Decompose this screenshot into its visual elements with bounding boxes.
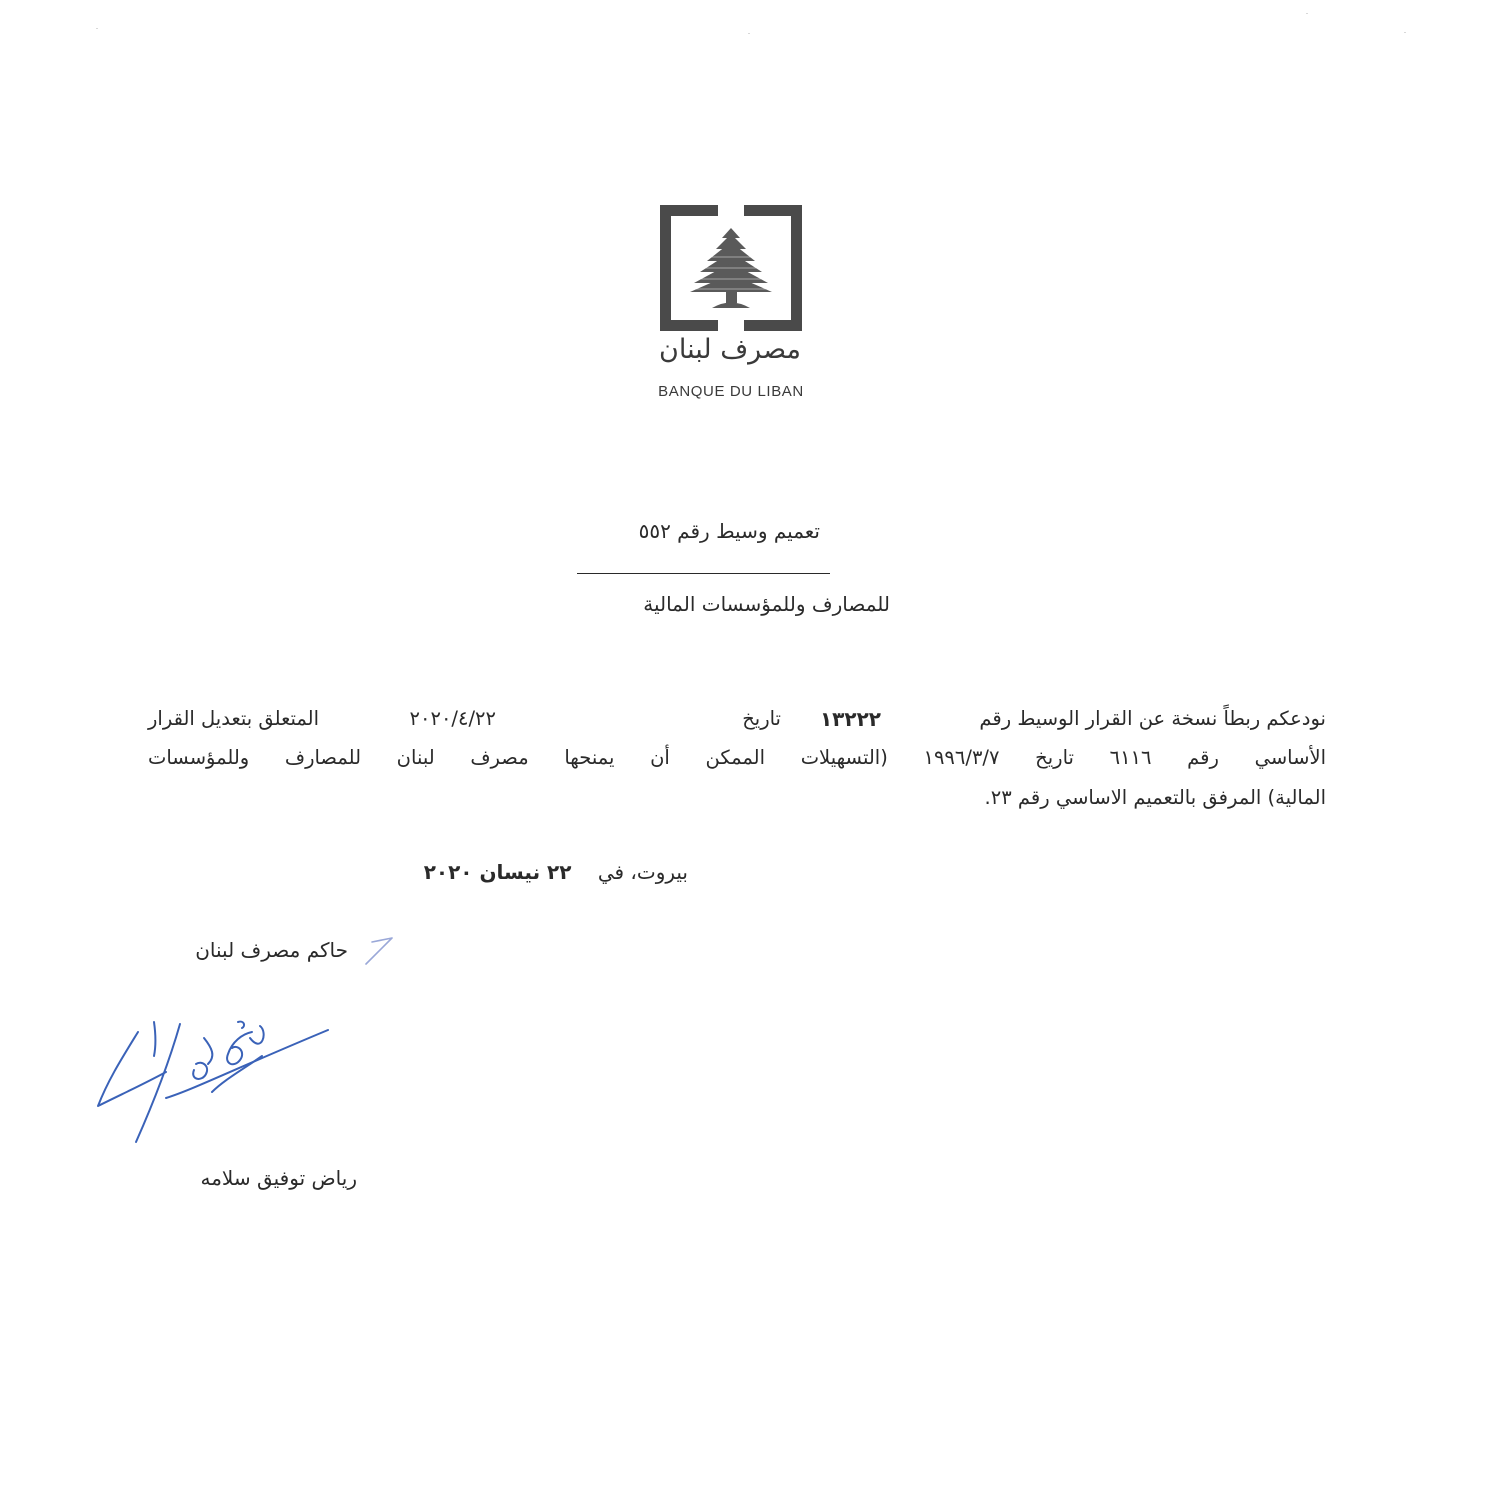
body-line-1-tail: المتعلق بتعديل القرار [148, 707, 320, 730]
governor-title: حاكم مصرف لبنان [195, 938, 348, 962]
decision-number: ١٣٢٢٢ [819, 707, 881, 731]
recipients-line: للمصارف وللمؤسسات المالية [643, 592, 890, 616]
bank-name-latin: BANQUE DU LIBAN [658, 383, 804, 400]
bank-name-arabic: مصرف لبنان [659, 334, 801, 365]
scan-speck [96, 28, 98, 29]
pen-check-mark-icon [362, 932, 402, 972]
decision-date: ٢٠٢٠/٤/٢٢ [409, 707, 496, 730]
cedar-tree-in-square-frame-icon [660, 205, 802, 331]
place-date-label: بيروت، في [597, 860, 688, 884]
handwritten-signature [92, 1008, 337, 1148]
issue-date: ٢٢ نيسان ٢٠٢٠ [423, 860, 572, 884]
body-line-2: الأساسي رقم ٦١١٦ تاريخ ١٩٩٦/٣/٧ (التسهيلات الممكن أن يمنحها مصرف لبنان للمصارف وللمؤسسات [148, 746, 1326, 769]
circular-title: تعميم وسيط رقم ٥٥٢ [638, 519, 820, 543]
body-intro: نودعكم ربطاً نسخة عن القرار الوسيط رقم [979, 707, 1326, 730]
date-label: تاريخ [742, 707, 781, 730]
title-underline [577, 573, 830, 574]
scan-speck [1404, 32, 1406, 33]
signer-name: رياض توفيق سلامه [200, 1166, 357, 1190]
scan-speck [748, 33, 750, 34]
scan-speck [1306, 13, 1308, 14]
place-date [424, 860, 688, 884]
body-line-3: المالية) المرفق بالتعميم الاساسي رقم ٢٣. [984, 786, 1326, 809]
